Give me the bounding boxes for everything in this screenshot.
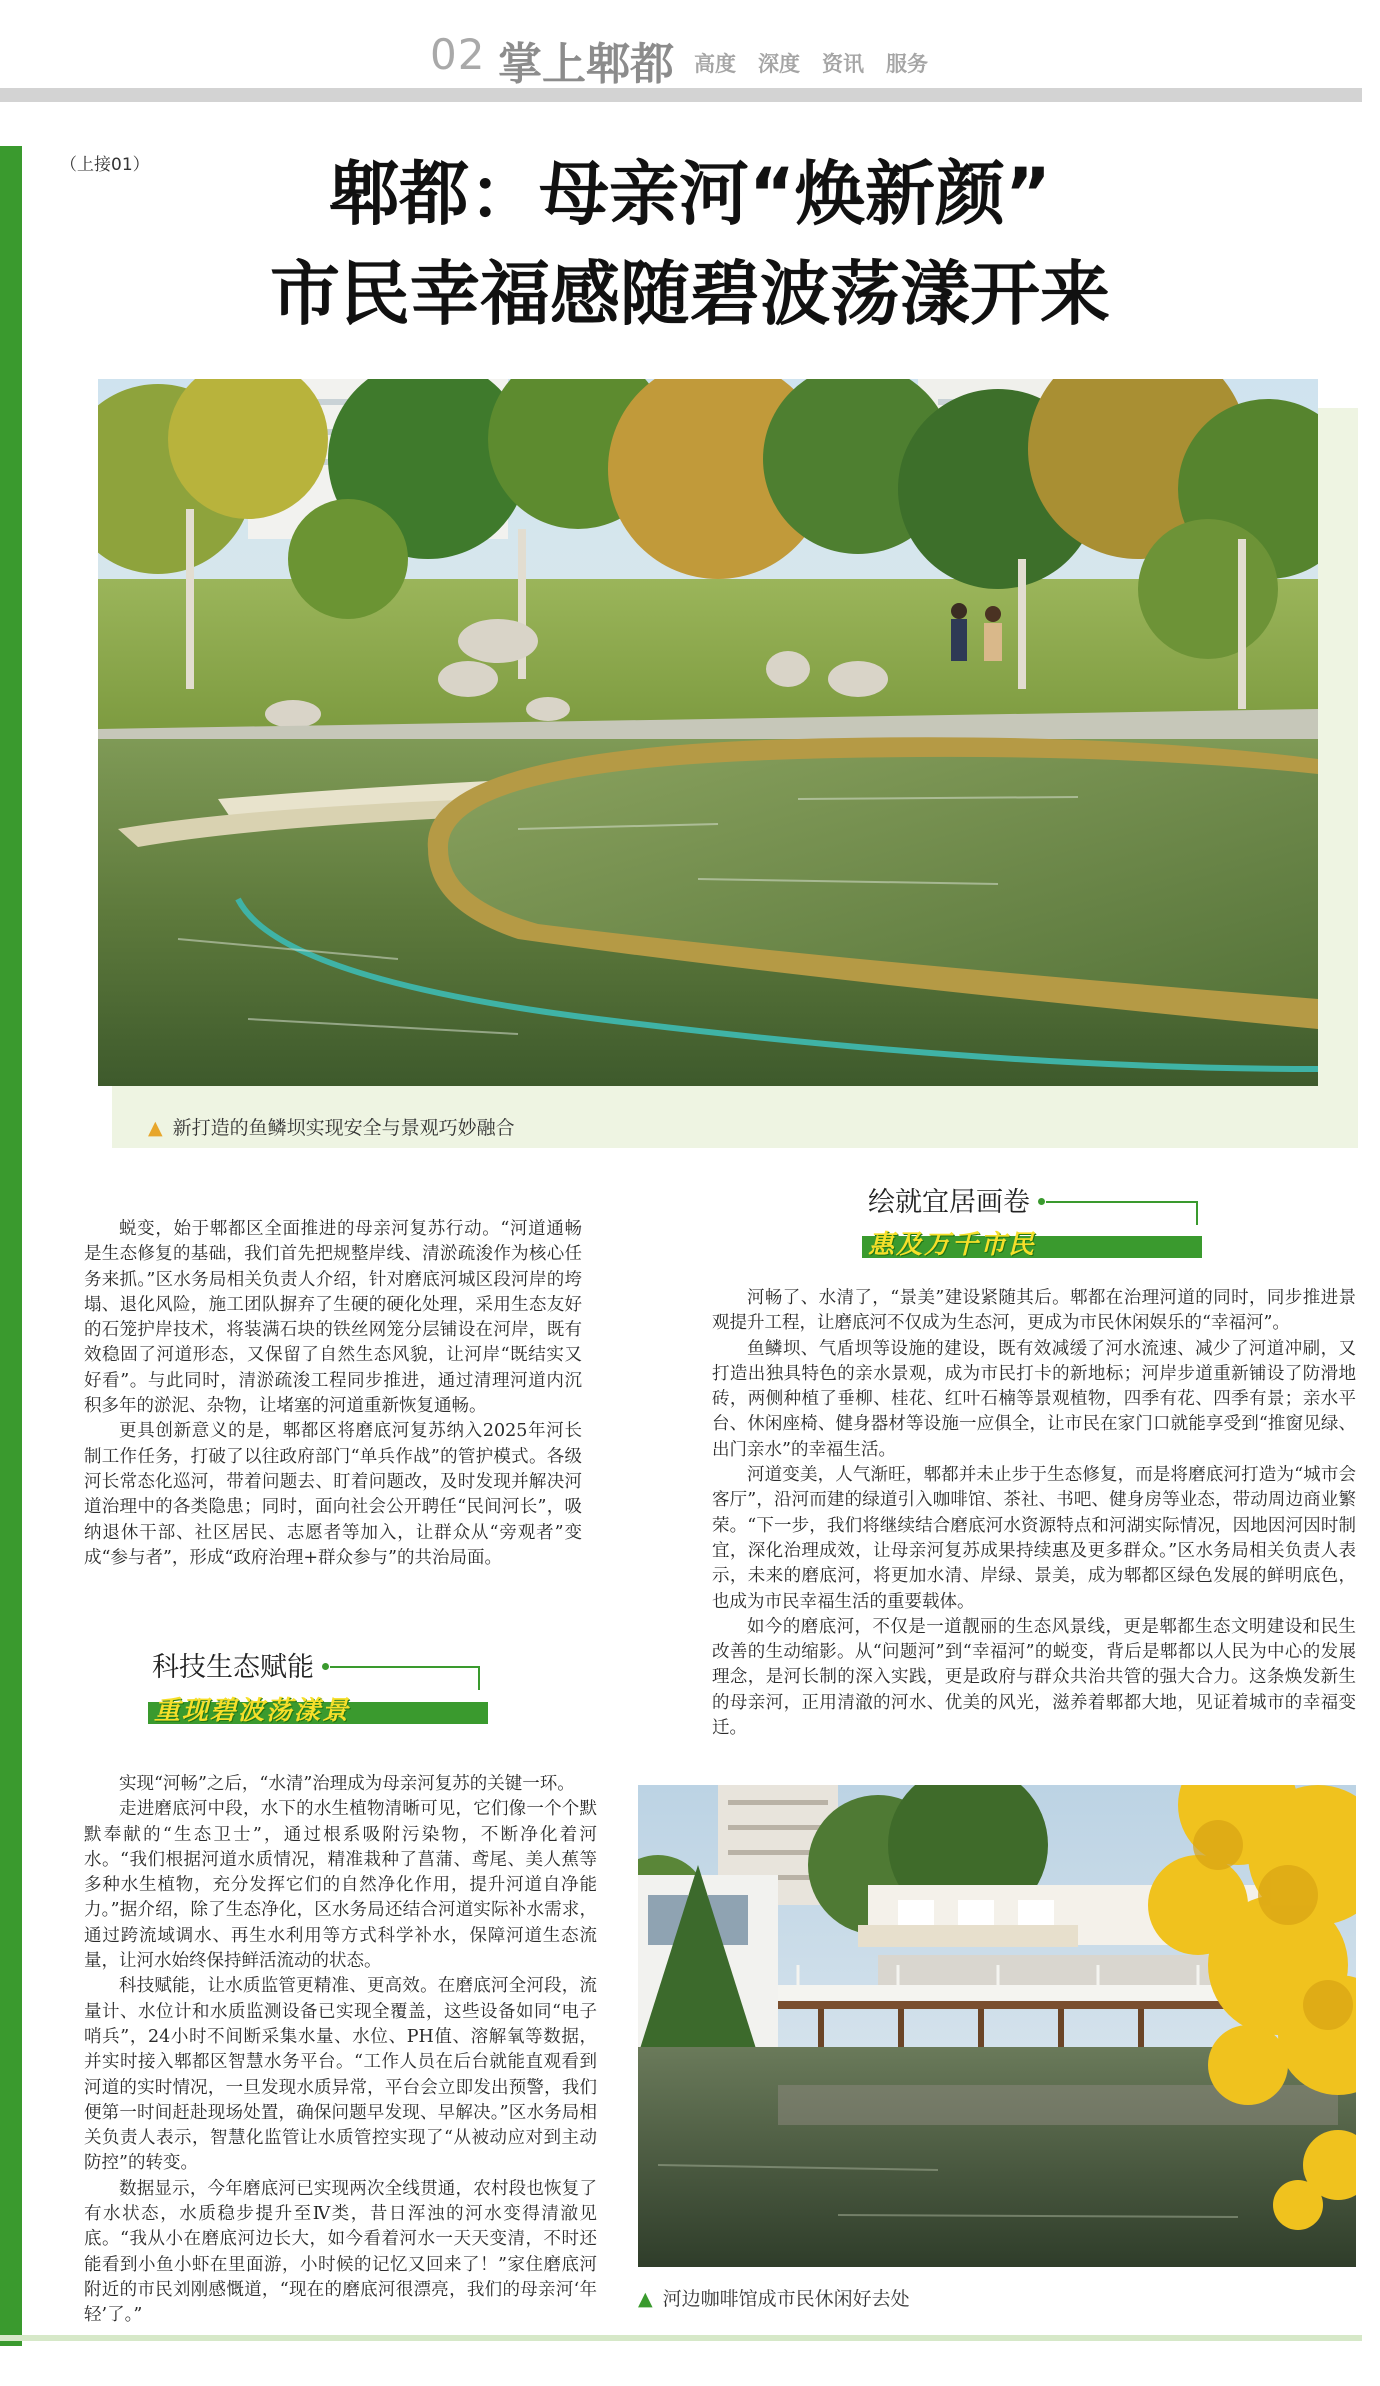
photo-caption (638, 2284, 910, 2311)
section-heading-text: 科技生态赋能 (152, 1652, 314, 1683)
section-heading (868, 1180, 1030, 1219)
bottom-rule (0, 2335, 1362, 2341)
section-b-text (84, 1772, 597, 2329)
header-tag: 深度 (758, 52, 800, 76)
section-name: 掌上郫都 (498, 39, 674, 90)
riverside-cafe-photo (638, 1785, 1356, 2267)
paragraph: 走进磨底河中段，水下的水生植物清晰可见，它们像一个个默默奉献的“生态卫士”，通过根系吸附污染物，不断净化着河水。“我们根据河道水质情况，精准栽种了菖蒲、鸢尾、美人蕉等多种水生植物，充分发挥它们的自然净化作用，提升河道自净能力。”据介绍，除了生态净化，区水务局还结合河道实际补水需求，通过跨流域调水、再生水利用等方式科学补水，保障河道生态流量，让河水始终保持鲜活流动的状态。 (84, 1799, 597, 1972)
heading-rule (1046, 1201, 1198, 1225)
section-a-text (84, 1217, 582, 1571)
paragraph: 科技赋能，让水质监管更精准、更高效。在磨底河全河段，流量计、水位计和水质监测设备已实现全覆盖，这些设备如同“电子哨兵”，24小时不间断采集水量、水位、PH值、溶解氧等数据，并实时接入郫都区智慧水务平台。“工作人员在后台就能直观看到河道的实时情况，一旦发现水质异常，平台会立即发出预警，我们便第一时间赶赴现场处置，确保问题早发现、早解决。”区水务局相关负责人表示，智慧化监管让水质管控实现了“从被动应对到主动防控”的转变。 (84, 1976, 597, 2174)
section-subheading: 惠及万千市民 (868, 1230, 1037, 1260)
paragraph: 蜕变，始于郫都区全面推进的母亲河复苏行动。“河道通畅是生态修复的基础，我们首先把规整岸线、清淤疏浚作为核心任务来抓。”区水务局相关负责人介绍，针对磨底河城区段河岸的垮塌、退化风险，施工团队摒弃了生硬的硬化处理，采用生态友好的石笼护岸技术，将装满石块的铁丝网笼分层铺设在河岸，既有效稳固了河道形态，又保留了自然生态风貌，让河岸“既结实又好看”。与此同时，清淤疏浚工程同步推进，通过清理河道内沉积多年的淤泥、杂物，让堵塞的河道重新恢复通畅。 (84, 1219, 582, 1417)
paragraph: 如今的磨底河，不仅是一道靓丽的生态风景线，更是郫都生态文明建设和民生改善的生动缩影。从“问题河”到“幸福河”的蜕变，背后是郫都以人民为中心的发展理念，是河长制的深入实践，更是政府与群众共治共管的强大合力。这条焕发新生的母亲河，正用清澈的河水、优美的风光，滋养着郫都大地，见证着城市的幸福变迁。 (712, 1616, 1356, 1739)
photo-caption-text: 新打造的鱼鳞坝实现安全与景观巧妙融合 (172, 1117, 515, 1139)
fish-scale-weir-photo (98, 379, 1318, 1086)
article-title-line2: 市民幸福感随碧波荡漾开来 (270, 253, 1110, 335)
section-c-text (712, 1286, 1356, 1741)
continued-from-label: （上接01） (60, 155, 150, 175)
heading-rule (330, 1666, 480, 1690)
section-subheading: 重现碧波荡漾景 (154, 1696, 351, 1726)
triangle-icon: ▲ (638, 2288, 653, 2310)
page-header (0, 0, 1380, 110)
section-heading (152, 1645, 314, 1684)
paragraph: 鱼鳞坝、气盾坝等设施的建设，既有效减缓了河水流速、减少了河道冲刷，又打造出独具特色的亲水景观，成为市民打卡的新地标；河岸步道重新铺设了防滑地砖，两侧种植了垂柳、桂花、红叶石楠等景观植物，四季有花、四季有景；亲水平台、休闲座椅、健身器材等设施一应俱全，让市民在家门口就能享受到“推窗见绿、出门亲水”的幸福生活。 (712, 1338, 1356, 1460)
paragraph: 河畅了、水清了，“景美”建设紧随其后。郫都在治理河道的同时，同步推进景观提升工程，让磨底河不仅成为生态河，更成为市民休闲娱乐的“幸福河”。 (712, 1288, 1356, 1334)
paragraph: 数据显示，今年磨底河已实现两次全线贯通，农村段也恢复了有水状态，水质稳步提升至Ⅳ类，昔日浑浊的河水变得清澈见底。“我从小在磨底河边长大，如今看着河水一天天变清，不时还能看到小鱼小虾在里面游，小时候的记忆又回来了！”家住磨底河附近的市民刘刚感慨道，“现在的磨底河很漂亮，我们的母亲河‘年轻’了。” (84, 2178, 597, 2326)
header-tag: 高度 (694, 52, 736, 76)
heading-dot (322, 1663, 329, 1670)
heading-dot (1038, 1198, 1045, 1205)
photo-caption (148, 1113, 515, 1140)
header-divider (0, 88, 1362, 102)
section-heading-text: 绘就宜居画卷 (868, 1187, 1030, 1218)
triangle-icon: ▲ (148, 1117, 163, 1139)
paragraph: 河道变美，人气渐旺，郫都并未止步于生态修复，而是将磨底河打造为“城市会客厅”，沿河而建的绿道引入咖啡馆、茶社、书吧、健身房等业态，带动周边商业繁荣。“下一步，我们将继续结合磨底河水资源特点和河湖实际情况，因地因河因时制宜，深化治理成效，让母亲河复苏成果持续惠及更多群众。”区水务局相关负责人表示，未来的磨底河，将更加水清、岸绿、景美，成为郫都区绿色发展的鲜明底色，也成为市民幸福生活的重要载体。 (712, 1465, 1356, 1612)
header-tag: 服务 (886, 52, 928, 76)
article-title-line1: 郫都：母亲河“焕新颜” (328, 153, 1051, 235)
left-green-rule (0, 146, 22, 2346)
photo-caption-text: 河边咖啡馆成市民休闲好去处 (662, 2288, 910, 2310)
paragraph: 更具创新意义的是，郫都区将磨底河复苏纳入2025年河长制工作任务，打破了以往政府部门“单兵作战”的管护模式。各级河长常态化巡河，带着问题去、盯着问题改，及时发现并解决河道治理中的各类隐患；同时，面向社会公开聘任“民间河长”，吸纳退休干部、社区居民、志愿者等加入，让群众从“旁观者”变成“参与者”，形成“政府治理+群众参与”的共治局面。 (84, 1421, 582, 1568)
page-number: 02 (430, 30, 486, 79)
header-tag: 资讯 (822, 52, 864, 76)
paragraph: 实现“河畅”之后，“水清”治理成为母亲河复苏的关键一环。 (119, 1774, 575, 1794)
